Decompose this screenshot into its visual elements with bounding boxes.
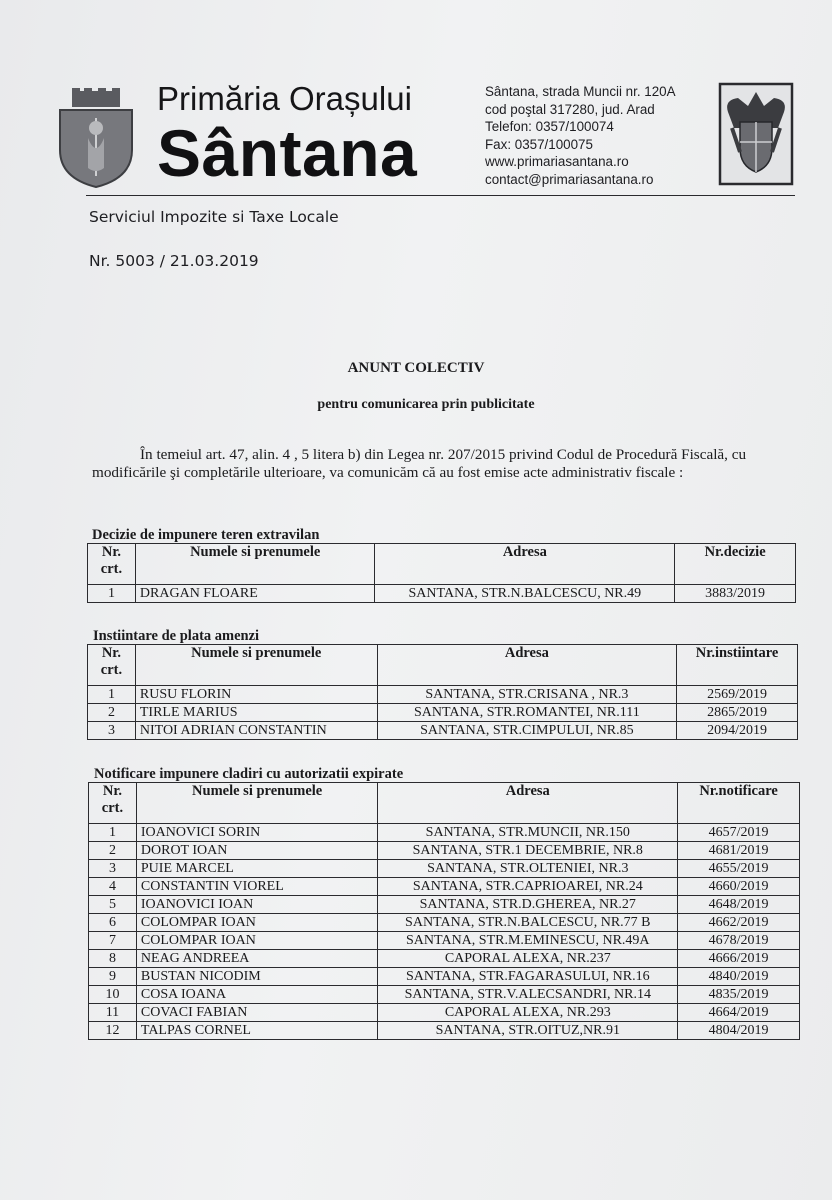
table-row bbox=[89, 896, 800, 914]
column-header: Adresa bbox=[378, 783, 678, 824]
column-header: Nr.instiintare bbox=[677, 645, 798, 686]
header-title-line1: Primăria Orașului bbox=[157, 80, 412, 117]
cell-address: SANTANA, STR.N.BALCESCU, NR.49 bbox=[375, 585, 675, 603]
column-header: Nr. crt. bbox=[88, 544, 136, 585]
cell-nr: 2 bbox=[88, 704, 136, 722]
cell-nr: 1 bbox=[89, 824, 137, 842]
table-row bbox=[89, 842, 800, 860]
cell-address: SANTANA, STR.FAGARASULUI, NR.16 bbox=[378, 968, 678, 986]
cell-name: TALPAS CORNEL bbox=[136, 1022, 378, 1040]
cell-address: SANTANA, STR.V.ALECSANDRI, NR.14 bbox=[378, 986, 678, 1004]
cell-address: SANTANA, STR.M.EMINESCU, NR.49A bbox=[378, 932, 678, 950]
cell-number: 2569/2019 bbox=[677, 686, 798, 704]
cell-nr: 4 bbox=[89, 878, 137, 896]
cell-number: 4657/2019 bbox=[678, 824, 800, 842]
table-header-row bbox=[88, 645, 798, 686]
cell-address: SANTANA, STR.N.BALCESCU, NR.77 B bbox=[378, 914, 678, 932]
table-row bbox=[88, 722, 798, 740]
contact-fax: Fax: 0357/100075 bbox=[485, 136, 593, 152]
cell-name: COSA IOANA bbox=[136, 986, 378, 1004]
cell-address: SANTANA, STR.D.GHEREA, NR.27 bbox=[378, 896, 678, 914]
section-title-notificare: Notificare impunere cladiri cu autorizatii expirate bbox=[94, 766, 404, 782]
cell-nr: 5 bbox=[89, 896, 137, 914]
cell-number: 3883/2019 bbox=[675, 585, 796, 603]
cell-number: 4666/2019 bbox=[678, 950, 800, 968]
cell-address: SANTANA, STR.ROMANTEI, NR.111 bbox=[377, 704, 677, 722]
cell-nr: 8 bbox=[89, 950, 137, 968]
cell-name: NITOI ADRIAN CONSTANTIN bbox=[135, 722, 377, 740]
column-header: Nr.notificare bbox=[678, 783, 800, 824]
contact-website[interactable]: www.primariasantana.ro bbox=[485, 154, 629, 170]
column-header: Numele si prenumele bbox=[136, 783, 378, 824]
cell-address: SANTANA, STR.MUNCII, NR.150 bbox=[378, 824, 678, 842]
cell-number: 4664/2019 bbox=[678, 1004, 800, 1022]
column-header: Numele si prenumele bbox=[135, 544, 375, 585]
cell-address: SANTANA, STR.1 DECEMBRIE, NR.8 bbox=[378, 842, 678, 860]
header-divider bbox=[86, 195, 795, 196]
table-header-row bbox=[89, 783, 800, 824]
cell-name: BUSTAN NICODIM bbox=[136, 968, 378, 986]
contact-email[interactable]: contact@primariasantana.ro bbox=[485, 171, 654, 187]
table-row bbox=[89, 1004, 800, 1022]
table-row bbox=[89, 878, 800, 896]
cell-nr: 6 bbox=[89, 914, 137, 932]
cell-nr: 12 bbox=[89, 1022, 137, 1040]
department-name: Serviciul Impozite si Taxe Locale bbox=[89, 208, 339, 226]
cell-name: RUSU FLORIN bbox=[135, 686, 377, 704]
cell-nr: 7 bbox=[89, 932, 137, 950]
cell-nr: 10 bbox=[89, 986, 137, 1004]
column-header: Numele si prenumele bbox=[135, 645, 377, 686]
cell-name: IOANOVICI SORIN bbox=[136, 824, 378, 842]
cell-name: PUIE MARCEL bbox=[136, 860, 378, 878]
cell-name: TIRLE MARIUS bbox=[135, 704, 377, 722]
cell-name: COLOMPAR IOAN bbox=[136, 914, 378, 932]
contact-block bbox=[485, 83, 676, 189]
cell-number: 2094/2019 bbox=[677, 722, 798, 740]
cell-nr: 11 bbox=[89, 1004, 137, 1022]
table-row bbox=[89, 932, 800, 950]
column-header: Adresa bbox=[377, 645, 677, 686]
table-row bbox=[89, 986, 800, 1004]
document-title: ANUNT COLECTIV bbox=[347, 360, 485, 376]
cell-number: 4660/2019 bbox=[678, 878, 800, 896]
cell-name: CONSTANTIN VIOREL bbox=[136, 878, 378, 896]
registration-number: Nr. 5003 / 21.03.2019 bbox=[89, 252, 259, 270]
cell-address: CAPORAL ALEXA, NR.237 bbox=[378, 950, 678, 968]
cell-number: 4678/2019 bbox=[678, 932, 800, 950]
table-decizie bbox=[87, 543, 796, 603]
cell-address: SANTANA, STR.CRISANA , NR.3 bbox=[377, 686, 677, 704]
cell-number: 4840/2019 bbox=[678, 968, 800, 986]
cell-number: 4835/2019 bbox=[678, 986, 800, 1004]
table-row bbox=[89, 914, 800, 932]
table-row bbox=[89, 860, 800, 878]
cell-name: DRAGAN FLOARE bbox=[135, 585, 375, 603]
contact-address: Sântana, strada Muncii nr. 120A bbox=[485, 84, 676, 99]
column-header: Nr. crt. bbox=[89, 783, 137, 824]
section-title-instiintare: Instiintare de plata amenzi bbox=[93, 628, 260, 644]
cell-name: IOANOVICI IOAN bbox=[136, 896, 378, 914]
contact-phone: Telefon: 0357/100074 bbox=[485, 119, 614, 135]
body-paragraph bbox=[92, 446, 752, 482]
column-header: Adresa bbox=[375, 544, 675, 585]
cell-name: COLOMPAR IOAN bbox=[136, 932, 378, 950]
cell-number: 4681/2019 bbox=[678, 842, 800, 860]
cell-name: DOROT IOAN bbox=[136, 842, 378, 860]
table-row bbox=[88, 686, 798, 704]
table-row bbox=[89, 824, 800, 842]
table-row bbox=[89, 968, 800, 986]
cell-nr: 1 bbox=[88, 585, 136, 603]
cell-name: COVACI FABIAN bbox=[136, 1004, 378, 1022]
table-row bbox=[88, 585, 796, 603]
cell-number: 4648/2019 bbox=[678, 896, 800, 914]
cell-nr: 3 bbox=[88, 722, 136, 740]
document-subtitle: pentru comunicarea prin publicitate bbox=[317, 397, 535, 412]
table-notificare bbox=[88, 782, 800, 1040]
body-paragraph-text: În temeiul art. 47, alin. 4 , 5 litera b) din Legea nr. 207/2015 privind Codul de Procedură Fiscală, cu modificările şi completările ulterioare, va comunicăm că au fost emise acte administrativ fiscale : bbox=[92, 446, 747, 481]
cell-nr: 1 bbox=[88, 686, 136, 704]
cell-address: SANTANA, STR.CAPRIOAREI, NR.24 bbox=[378, 878, 678, 896]
table-instiintare bbox=[87, 644, 798, 740]
cell-number: 4662/2019 bbox=[678, 914, 800, 932]
cell-number: 4804/2019 bbox=[678, 1022, 800, 1040]
table-header-row bbox=[88, 544, 796, 585]
cell-number: 4655/2019 bbox=[678, 860, 800, 878]
cell-number: 2865/2019 bbox=[677, 704, 798, 722]
city-coat-of-arms-icon bbox=[58, 88, 134, 188]
cell-address: SANTANA, STR.OITUZ,NR.91 bbox=[378, 1022, 678, 1040]
header-title-line2: Sântana bbox=[157, 116, 418, 190]
table-row bbox=[88, 704, 798, 722]
cell-nr: 2 bbox=[89, 842, 137, 860]
table-row bbox=[89, 1022, 800, 1040]
cell-address: SANTANA, STR.CIMPULUI, NR.85 bbox=[377, 722, 677, 740]
national-coat-of-arms-icon bbox=[718, 82, 794, 186]
cell-name: NEAG ANDREEA bbox=[136, 950, 378, 968]
table-row bbox=[89, 950, 800, 968]
cell-nr: 9 bbox=[89, 968, 137, 986]
contact-postal: cod poştal 317280, jud. Arad bbox=[485, 101, 655, 117]
cell-address: CAPORAL ALEXA, NR.293 bbox=[378, 1004, 678, 1022]
cell-address: SANTANA, STR.OLTENIEI, NR.3 bbox=[378, 860, 678, 878]
column-header: Nr.decizie bbox=[675, 544, 796, 585]
section-title-decizie: Decizie de impunere teren extravilan bbox=[92, 527, 320, 543]
cell-nr: 3 bbox=[89, 860, 137, 878]
column-header: Nr. crt. bbox=[88, 645, 136, 686]
